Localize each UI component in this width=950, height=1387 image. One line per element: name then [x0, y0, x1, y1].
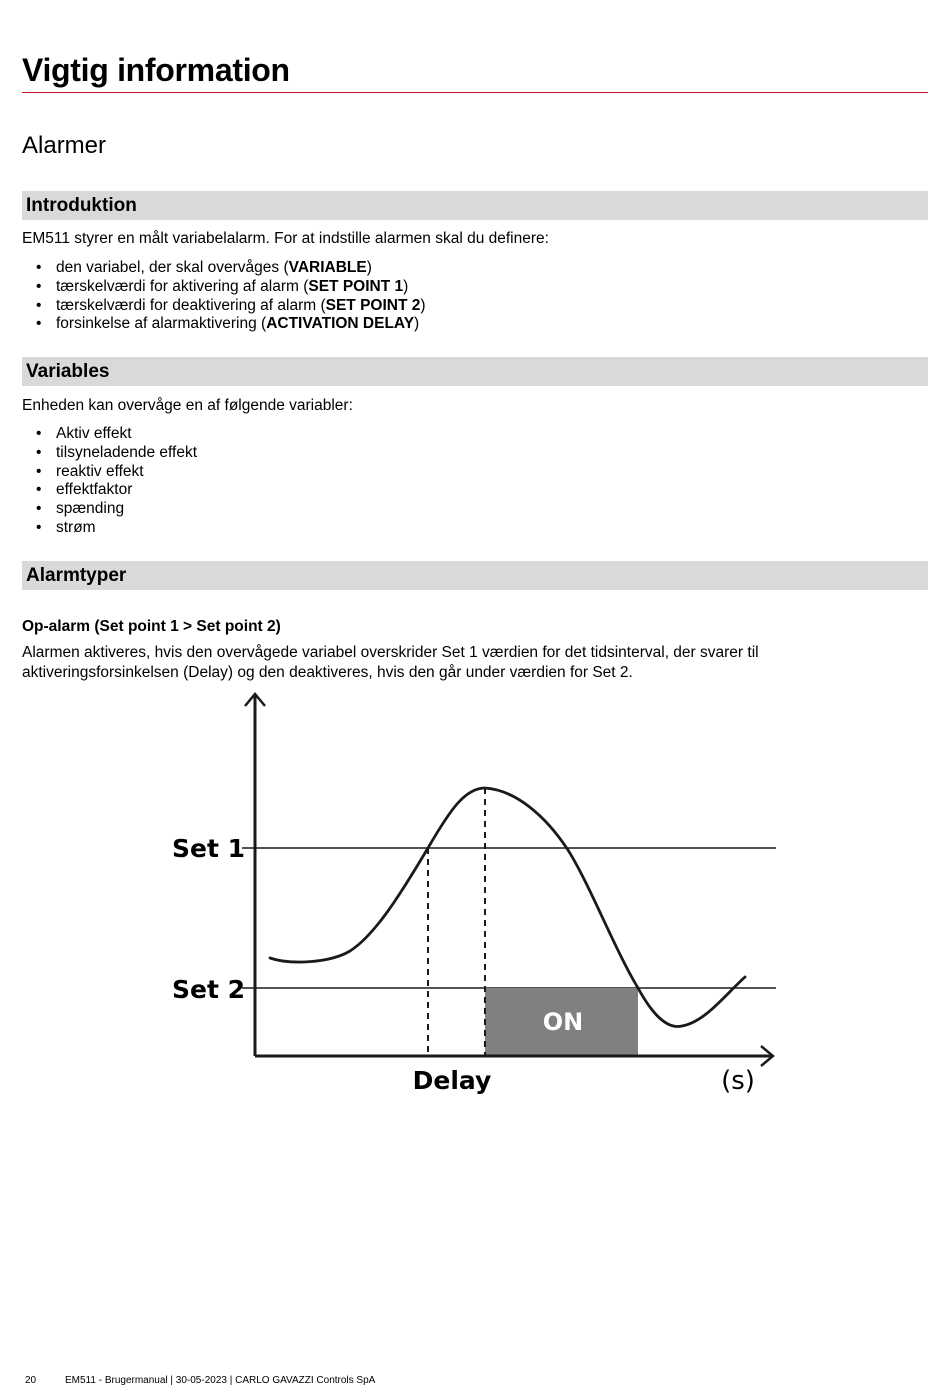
list-item: • tilsyneladende effekt: [22, 444, 197, 463]
list-item: • den variabel, der skal overvåges (VARIABLE): [22, 259, 426, 278]
intro-heading: Introduktion: [22, 191, 928, 220]
alarmtypes-heading: Alarmtyper: [22, 561, 928, 590]
page-number: 20: [25, 1375, 37, 1386]
list-item: • tærskelværdi for aktivering af alarm (SET POINT 1): [22, 278, 426, 297]
list-item: • strøm: [22, 519, 197, 538]
page-title: Vigtig information: [22, 52, 290, 88]
set1-label: Set 1: [172, 834, 246, 863]
intro-text: EM511 styrer en målt variabelalarm. For at indstille alarmen skal du definere:: [22, 230, 549, 247]
list-item: • effektfaktor: [22, 481, 197, 500]
title-divider: [22, 92, 928, 93]
alarm-diagram: [160, 685, 790, 1105]
alarm-subheading: Op-alarm (Set point 1 > Set point 2): [22, 618, 281, 635]
intro-list: [22, 259, 426, 334]
footer-text: EM511 - Brugermanual | 30-05-2023 | CARLO GAVAZZI Controls SpA: [65, 1375, 376, 1386]
alarm-description-line-2: aktiveringsforsinkelsen (Delay) og den deaktiveres, hvis den går under værdien for Set 2.: [22, 664, 633, 681]
list-item: • reaktiv effekt: [22, 463, 197, 482]
variables-text: Enheden kan overvåge en af følgende variabler:: [22, 397, 353, 414]
set2-label: Set 2: [172, 975, 246, 1004]
variables-list: [22, 425, 197, 538]
list-item: • spænding: [22, 500, 197, 519]
section-title: Alarmer: [22, 132, 107, 159]
variables-heading: Variables: [22, 357, 928, 386]
list-item: • forsinkelse af alarmaktivering (ACTIVATION DELAY): [22, 315, 426, 334]
alarm-description-line-1: Alarmen aktiveres, hvis den overvågede variabel overskrider Set 1 værdien for det tidsinterval, der svarer til: [22, 644, 759, 661]
page-footer: [25, 1375, 375, 1386]
on-label: ON: [542, 1008, 584, 1036]
list-item: • tærskelværdi for deaktivering af alarm (SET POINT 2): [22, 297, 426, 316]
x-unit-label: (s): [721, 1066, 755, 1096]
delay-label: Delay: [412, 1066, 492, 1095]
list-item: • Aktiv effekt: [22, 425, 197, 444]
